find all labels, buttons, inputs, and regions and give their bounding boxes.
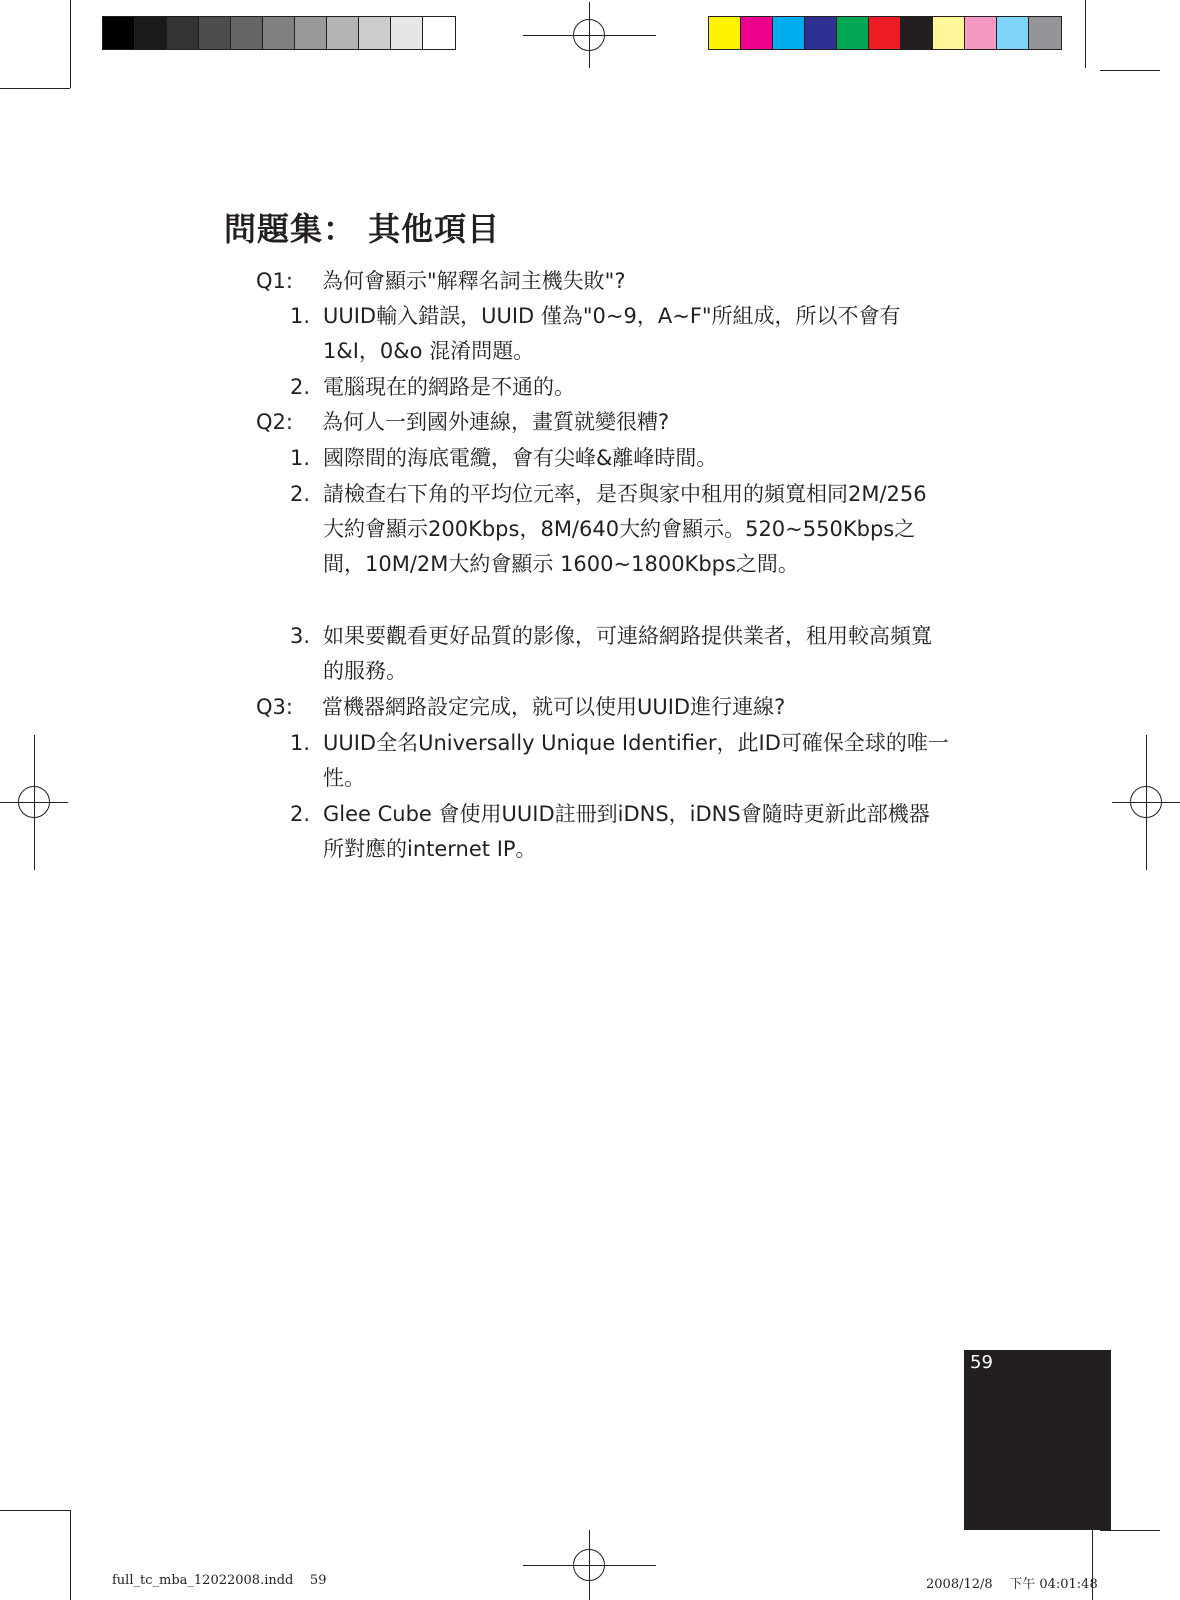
question-text: 為何會顯示"解釋名詞主機失敗"? bbox=[322, 269, 626, 293]
color-swatch bbox=[773, 17, 805, 49]
gray-swatch bbox=[359, 17, 391, 49]
color-swatch bbox=[1029, 17, 1061, 49]
slug-timestamp bbox=[926, 1573, 1098, 1592]
slug-date: 2008/12/8 bbox=[926, 1577, 993, 1592]
question-text: 當機器網路設定完成，就可以使用UUID進行連線? bbox=[322, 695, 786, 719]
gray-swatch bbox=[263, 17, 295, 49]
slug-time: 下午 04:01:48 bbox=[1009, 1577, 1098, 1592]
answer-text: UUID全名Universally Unique Identifier，此ID可確保全球的唯一性。 bbox=[323, 731, 949, 790]
answer-number: 2. bbox=[290, 802, 311, 826]
answer-text: 國際間的海底電纜，會有尖峰&離峰時間。 bbox=[323, 446, 718, 470]
color-swatch bbox=[965, 17, 997, 49]
color-swatch bbox=[741, 17, 773, 49]
answer-item bbox=[290, 797, 950, 867]
answer-text: Glee Cube 會使用UUID註冊到iDNS，iDNS會隨時更新此部機器所對應的internet IP。 bbox=[323, 802, 930, 861]
gray-swatch bbox=[135, 17, 167, 49]
question-label: Q1: bbox=[256, 269, 293, 293]
color-swatch bbox=[805, 17, 837, 49]
gray-swatch bbox=[167, 17, 199, 49]
slug-page: 59 bbox=[309, 1573, 327, 1588]
question-q2 bbox=[256, 405, 956, 439]
color-swatch bbox=[709, 17, 741, 49]
answer-item bbox=[290, 726, 950, 796]
question-q1 bbox=[256, 264, 956, 298]
question-text: 為何人一到國外連線，畫質就變很糟? bbox=[322, 410, 670, 434]
gray-swatch bbox=[423, 17, 455, 49]
gray-swatch bbox=[295, 17, 327, 49]
gray-swatch bbox=[327, 17, 359, 49]
answer-number: 1. bbox=[290, 446, 311, 470]
question-q3 bbox=[256, 690, 956, 724]
page-number-tab bbox=[964, 1350, 1111, 1530]
answer-text: 如果要觀看更好品質的影像，可連絡網路提供業者，租用較高頻寬的服務。 bbox=[323, 624, 932, 683]
gray-swatch bbox=[391, 17, 423, 49]
gray-swatch bbox=[231, 17, 263, 49]
answer-item bbox=[290, 619, 950, 689]
answer-number: 2. bbox=[290, 482, 311, 506]
color-swatch bbox=[837, 17, 869, 49]
slug-file bbox=[112, 1573, 326, 1588]
answer-text: UUID輸入錯誤，UUID 僅為"0~9，A~F"所組成，所以不會有1&I，0&o 混淆問題。 bbox=[323, 304, 901, 363]
color-bar bbox=[708, 16, 1062, 50]
gray-swatch bbox=[103, 17, 135, 49]
gray-swatch bbox=[199, 17, 231, 49]
page-title: 問題集： 其他項目 bbox=[224, 210, 501, 248]
answer-number: 1. bbox=[290, 304, 311, 328]
grayscale-bar bbox=[102, 16, 456, 50]
color-swatch bbox=[997, 17, 1029, 49]
answer-item bbox=[290, 441, 950, 476]
answer-item bbox=[290, 477, 930, 582]
slug-filename: full_tc_mba_12022008.indd bbox=[112, 1573, 294, 1588]
answer-item bbox=[290, 370, 950, 405]
color-swatch bbox=[901, 17, 933, 49]
color-swatch bbox=[869, 17, 901, 49]
answer-number: 3. bbox=[290, 624, 311, 648]
answer-number: 1. bbox=[290, 731, 311, 755]
answer-item bbox=[290, 299, 950, 369]
page-number: 59 bbox=[970, 1352, 993, 1373]
question-label: Q2: bbox=[256, 410, 293, 434]
answer-number: 2. bbox=[290, 375, 311, 399]
answer-text: 請檢查右下角的平均位元率，是否與家中租用的頻寬相同2M/256大約會顯示200Kbps，8M/640大約會顯示。520~550Kbps之間，10M/2M大約會顯示 1600~1800Kbps之間。 bbox=[323, 482, 927, 576]
color-swatch bbox=[933, 17, 965, 49]
question-label: Q3: bbox=[256, 695, 293, 719]
answer-text: 電腦現在的網路是不通的。 bbox=[323, 375, 575, 399]
